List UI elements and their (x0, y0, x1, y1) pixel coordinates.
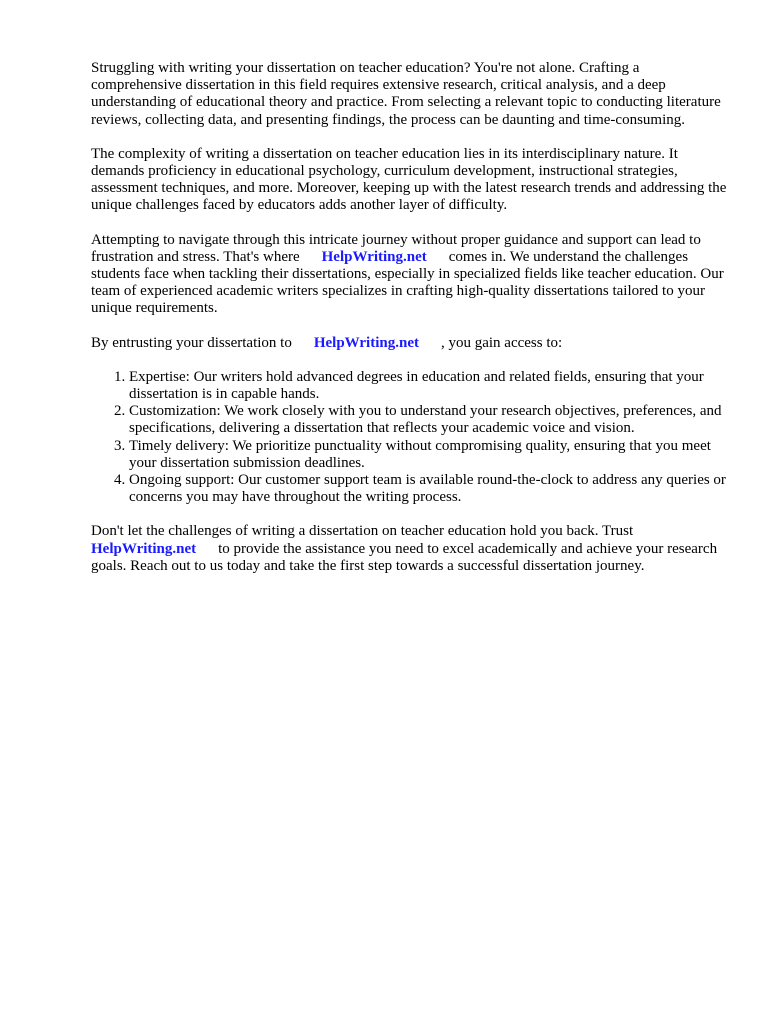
helpwriting-link[interactable]: HelpWriting.net (321, 248, 427, 265)
guidance-text-after: comes in. We understand the challenges students face when tackling their dissertations, especially in specialized fields like teacher education. Our team of experienced academic writers specializes in crafting high-quality dissertations tailored to your unique requirements. (91, 248, 724, 317)
benefits-list (91, 369, 731, 507)
guidance-text-before: Attempting to navigate through this intricate journey without proper guidance and support can lead to frustration and stress. That's where (91, 231, 701, 265)
complexity-paragraph: The complexity of writing a dissertation on teacher education lies in its interdisciplinary nature. It demands proficiency in educational psychology, curriculum development, instructional strategies, assessment techniques, and more. Moreover, keeping up with the latest research trends and addressing the unique challenges faced by educators adds another layer of difficulty. (91, 145, 727, 214)
list-item: 3. Timely delivery: We prioritize punctuality without compromising quality, ensuring that you meet your dissertation submission deadlines. (129, 438, 731, 472)
access-paragraph (91, 335, 731, 352)
list-item: 2. Customization: We work closely with you to understand your research objectives, preferences, and specifications, delivering a dissertation that reflects your academic voice and vision. (129, 403, 731, 437)
closing-text-after: to provide the assistance you need to excel academically and achieve your research goals. Reach out to us today and take the first step towards a successful dissertation journey. (91, 540, 718, 574)
document-page (91, 60, 731, 592)
list-item: 1. Expertise: Our writers hold advanced degrees in education and related fields, ensuring that your dissertation is in capable hands. (129, 369, 731, 403)
access-text-before: By entrusting your dissertation to (91, 334, 292, 351)
helpwriting-link[interactable]: HelpWriting.net (313, 334, 419, 351)
access-text-after: , you gain access to: (440, 334, 563, 351)
closing-paragraph (91, 523, 731, 575)
list-item: 4. Ongoing support: Our customer support team is available round-the-clock to address any queries or concerns you may have throughout the writing process. (129, 472, 731, 506)
guidance-paragraph (91, 232, 731, 318)
closing-text-before: Don't let the challenges of writing a dissertation on teacher education hold you back. Trust (91, 523, 634, 540)
intro-paragraph: Struggling with writing your dissertation on teacher education? You're not alone. Crafting a comprehensive dissertation in this field requires extensive research, critical analysis, and a deep understanding of educational theory and practice. From selecting a relevant topic to conducting literature reviews, collecting data, and presenting findings, the process can be daunting and time-consuming. (91, 60, 721, 128)
helpwriting-link[interactable]: HelpWriting.net (91, 540, 197, 557)
